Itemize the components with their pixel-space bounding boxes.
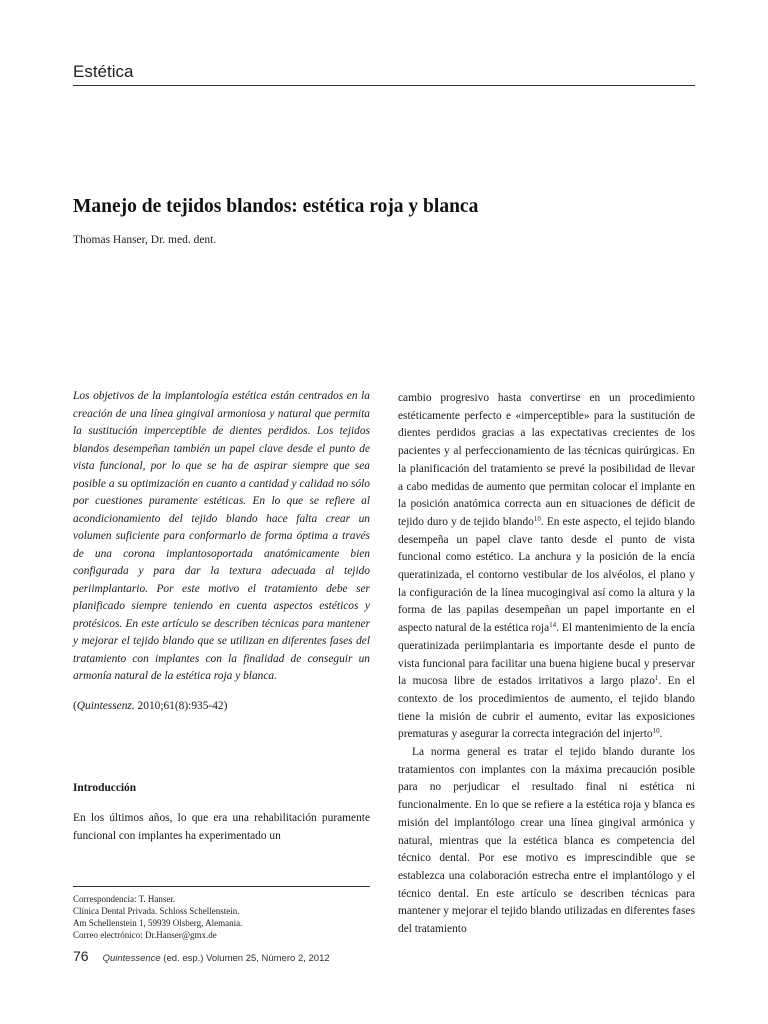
citation-open: ( [73,700,77,712]
reference-superscript: 1 [654,674,659,683]
page-footer [73,948,330,964]
citation-journal: Quintessenz. [76,700,135,712]
citation [73,698,370,716]
body-text: . El mantenimiento de la encía queratinizada periimplantaria es importante desde el punto de vista funcional para facilitar una buena higiene bucal y preservar la mucosa libre de estados irritativos a largo plazo [398,622,695,688]
correspondence-line: Correspondencia: T. Hanser. [73,894,176,904]
intro-text [73,810,370,845]
correspondence-line: Clínica Dental Privada. Schloss Schellenstein. [73,906,240,916]
right-column [398,390,695,939]
citation-ref: 2010;61(8):935-42) [134,700,228,712]
correspondence-line: Am Schellenstein 1, 59939 Olsberg, Alemania. [73,918,243,928]
body-text: . En el contexto de los procedimientos de aumento, el tejido blando tiene la misión de cubrir el aumento, evitar las exposiciones prematuras y asegurar la correcta integración del injerto [398,675,695,741]
body-text: cambio progresivo hasta convertirse en un procedimiento estéticamente perfecto e «imperceptible» para la sustitución de dientes perdidos gracias a las expectativas crecientes de los pacientes y al perfeccionamiento de las técnicas quirúrgicas. En la planificación del tratamiento se prevé la posibilidad de llevar a cabo medidas de aumento que permitan colocar el implante en la posición anatómica correcta aun en situaciones de déficit de tejido duro y de tejido blando [398,392,695,528]
intro-paragraph: En los últimos años, lo que era una rehabilitación puramente funcional con implantes ha experimentado un [73,812,370,842]
correspondence-note [73,886,370,941]
page-number: 76 [73,948,89,964]
article-author: Thomas Hanser, Dr. med. dent. [73,234,217,246]
body-text: . [659,728,663,741]
reference-superscript: 10 [533,514,541,523]
correspondence-line: Correo electrónico: Dr.Hanser@gmx.de [73,930,217,940]
section-title: Estética [73,62,134,81]
footer-journal: Quintessence [102,953,161,964]
abstract [73,388,370,686]
abstract-text: Los objetivos de la implantología estética están centrados en la creación de una línea gingival armoniosa y natural que permita la sustitución imperceptible de dientes perdidos. Los tejidos blandos desempeñan también un papel clave desde el punto de vista funcional, por lo que se ha de aspirar siempre que sea posible a su optimización en cuanto a cantidad y calidad no sólo por cuestiones puramente estéticas. En lo que se refiere al acondicionamiento del tejido blando hace falta crear un volumen suficiente para conformarlo de forma óptima a través de una corona implantosoportada anatómicamente bien configurada y para dar la textura adecuada al tejido periimplantario. Por este motivo el tratamiento debe ser planificado siempre teniendo en cuenta aspectos estéticos y protésicos. En este artículo se describen técnicas para mantener y mejorar el tejido blando que se utilizan en diferentes fases del tratamiento con implantes con la finalidad de conseguir un armonía natural de la estética roja y blanca. [73,390,370,682]
body-paragraph-2: La norma general es tratar el tejido blando durante los tratamientos con implantes con la máxima precaución posible para no perjudicar el resultado final ni estética ni funcionalmente. En lo que se refiere a la estética roja y blanca es misión del implantólogo crear una línea gingival armónica y natural, mientras que la estética blanca es competencia del técnico dental. Por ese motivo es imprescindible que se establezca una colaboración estrecha entre el implantólogo y el técnico dental. En este artículo se describen técnicas para mantener y mejorar el tejido blando utilizadas en diferentes fases del tratamiento [398,746,695,936]
footer-details: (ed. esp.) Volumen 25, Número 2, 2012 [160,953,330,964]
intro-heading: Introducción [73,782,137,794]
reference-superscript: 14 [549,621,557,630]
body-text: . En este aspecto, el tejido blando desempeña un papel clave tanto desde el punto de vista funcional como estético. La anchura y la posición de la encía queratinizada, el contorno vestibular de los alvéolos, el plano y la configuración de la línea mucogingival así como la altura y la forma de las papilas desempeñan un papel importante en el aspecto natural de la estética roja [398,515,695,635]
article-title: Manejo de tejidos blandos: estética roja y blanca [73,196,479,217]
section-header [73,62,695,86]
reference-superscript: 10 [652,727,660,736]
body-paragraph-1 [398,390,695,744]
